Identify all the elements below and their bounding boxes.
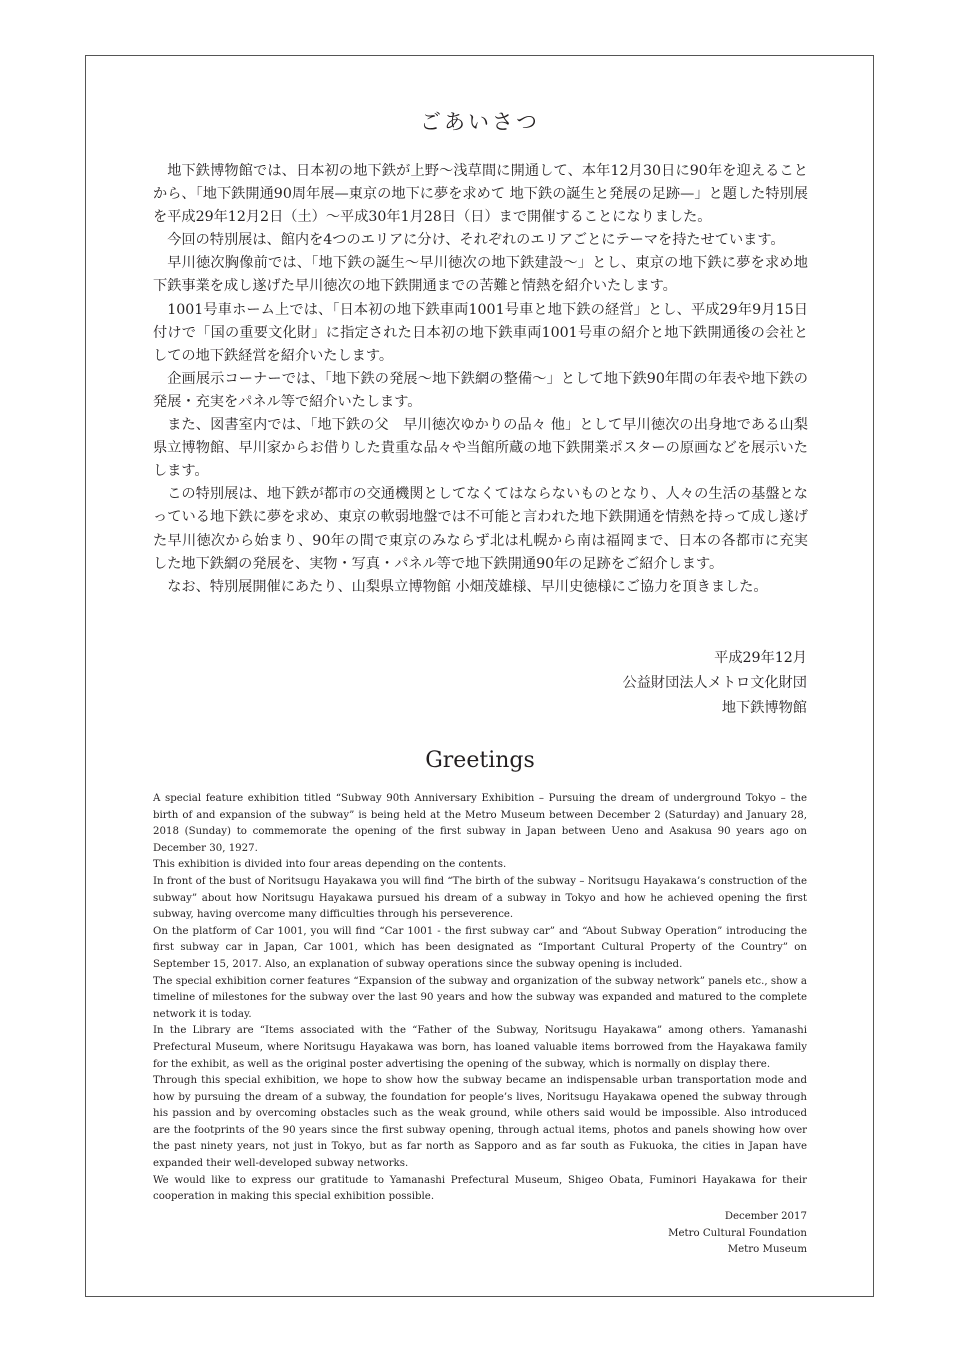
english-body bbox=[153, 791, 807, 1206]
japanese-title: ごあいさつ bbox=[420, 110, 540, 134]
japanese-signature bbox=[623, 646, 807, 721]
english-museum: Metro Museum bbox=[727, 1244, 807, 1256]
english-paragraph: A special feature exhibition titled “Subway 90th Anniversary Exhibition – Pursuing the dream of underground Tokyo – the birth of and expansion of the subway” is being held at the Metro Museum between December 2 (Saturday) and January 28, 2018 (Sunday) to commemorate the opening of the first subway in Japan between Ueno and Asakusa 90 years ago on December 30, 1927. bbox=[153, 793, 807, 854]
japanese-paragraph: 地下鉄博物館では、日本初の地下鉄が上野〜浅草間に開通して、本年12月30日に90年を迎えることから、「地下鉄開通90周年展—東京の地下に夢を求めて 地下鉄の誕生と発展の足跡—」と題した特別展を平成29年12月2日（土）〜平成30年1月28日（日）まで開催することになりました。 bbox=[153, 163, 808, 226]
english-paragraph: The special exhibition corner features “Expansion of the subway and organization of the subway network” panels etc., show a timeline of milestones for the subway over the last 90 years and how the subway was expanded and matured to the complete network it is today. bbox=[153, 975, 807, 1020]
english-organization: Metro Cultural Foundation bbox=[668, 1227, 807, 1239]
english-paragraph: We would like to express our gratitude to Yamanashi Prefectural Museum, Shigeo Obata, Fuminori Hayakawa for their cooperation in making this special exhibition possible. bbox=[153, 1174, 807, 1203]
japanese-paragraph: 企画展示コーナーでは、「地下鉄の発展〜地下鉄網の整備〜」として地下鉄90年間の年表や地下鉄の発展・充実をパネル等で紹介いたします。 bbox=[153, 370, 808, 410]
japanese-paragraph: 1001号車ホーム上では、「日本初の地下鉄車両1001号車と地下鉄の経営」とし、平成29年9月15日付けで「国の重要文化財」に指定された日本初の地下鉄車両1001号車の紹介と地下鉄開通後の会社としての地下鉄経営を紹介いたします。 bbox=[153, 301, 809, 364]
english-signature bbox=[668, 1209, 807, 1259]
japanese-date: 平成29年12月 bbox=[714, 650, 807, 666]
japanese-paragraph: この特別展は、地下鉄が都市の交通機関としてなくてはならないものとなり、人々の生活の基盤となっている地下鉄に夢を求め、東京の軟弱地盤では不可能と言われた地下鉄開通を情熱を持って成し遂げた早川徳次から始まり、90年の間で東京のみならず北は札幌から南は福岡まで、日本の各都市に充実した地下鉄網の発展を、実物・写真・パネル等で地下鉄開通90年の足跡をご紹介します。 bbox=[153, 486, 808, 572]
english-paragraph: In front of the bust of Noritsugu Hayakawa you will find “The birth of the subway – Noritsugu Hayakawa’s construction of the subway” about how Noritsugu Hayakawa pursued his dream of a subway in Tokyo and how he achieved opening the first subway, having overcome many difficulties through his perseverence. bbox=[153, 875, 807, 921]
japanese-organization: 公益財団法人メトロ文化財団 bbox=[622, 675, 807, 691]
japanese-paragraph: なお、特別展開催にあたり、山梨県立博物館 小畑茂雄様、早川史徳様にご協力を頂きました。 bbox=[167, 578, 768, 595]
japanese-paragraph: 今回の特別展は、館内を4つのエリアに分け、それぞれのエリアごとにテーマを持たせています。 bbox=[167, 232, 785, 249]
japanese-body bbox=[153, 160, 808, 599]
japanese-museum: 地下鉄博物館 bbox=[721, 700, 807, 716]
english-paragraph: Through this special exhibition, we hope to show how the subway became an indispensable urban transportation mode and how by pursuing the dream of a subway, the foundation for people’s lives, Noritsugu Hayakawa opened the subway through his passion and by overcoming obstacles such as the weak ground, while others said would be impossible. Also introduced are the footprints of the 90 years since the first subway opening, through actual items, photos and panels showing how over the past ninety years, not just in Tokyo, but as far north as Sapporo and as far south as Fukuoka, the cities in Japan have expanded their well-developed subway networks. bbox=[153, 1075, 807, 1170]
english-paragraph: This exhibition is divided into four areas depending on the contents. bbox=[153, 859, 507, 871]
english-paragraph: On the platform of Car 1001, you will find “Car 1001 - the first subway car” and “About Subway Operation” introducing the first subway car in Japan, Car 1001, which has been designated as “Important Cultural Property of the Country” on September 15, 2017. Also, an explanation of subway operations since the subway opening is included. bbox=[153, 925, 807, 970]
japanese-paragraph: 早川徳次胸像前では、「地下鉄の誕生〜早川徳次の地下鉄建設〜」とし、東京の地下鉄に夢を求め地下鉄事業を成し遂げた早川徳次の地下鉄開通までの苦難と情熱を紹介いたします。 bbox=[153, 255, 808, 295]
english-paragraph: In the Library are “Items associated with the “Father of the Subway, Noritsugu Hayakawa” among others. Yamanashi Prefectural Museum, where Noritsugu Hayakawa was born, has loaned valuable items borrowed from the Hayakawa family for the exhibit, as well as the original poster advertising the opening of the subway, which is normally on display there. bbox=[153, 1025, 807, 1070]
japanese-paragraph: また、図書室内では、「地下鉄の父 早川徳次ゆかりの品々 他」として早川徳次の出身地である山梨県立博物館、早川家からお借りした貴重な品々や当館所蔵の地下鉄開業ポスターの原画などを展示いたします。 bbox=[153, 417, 808, 480]
english-date: December 2017 bbox=[724, 1211, 807, 1222]
english-title: Greetings bbox=[425, 748, 535, 773]
